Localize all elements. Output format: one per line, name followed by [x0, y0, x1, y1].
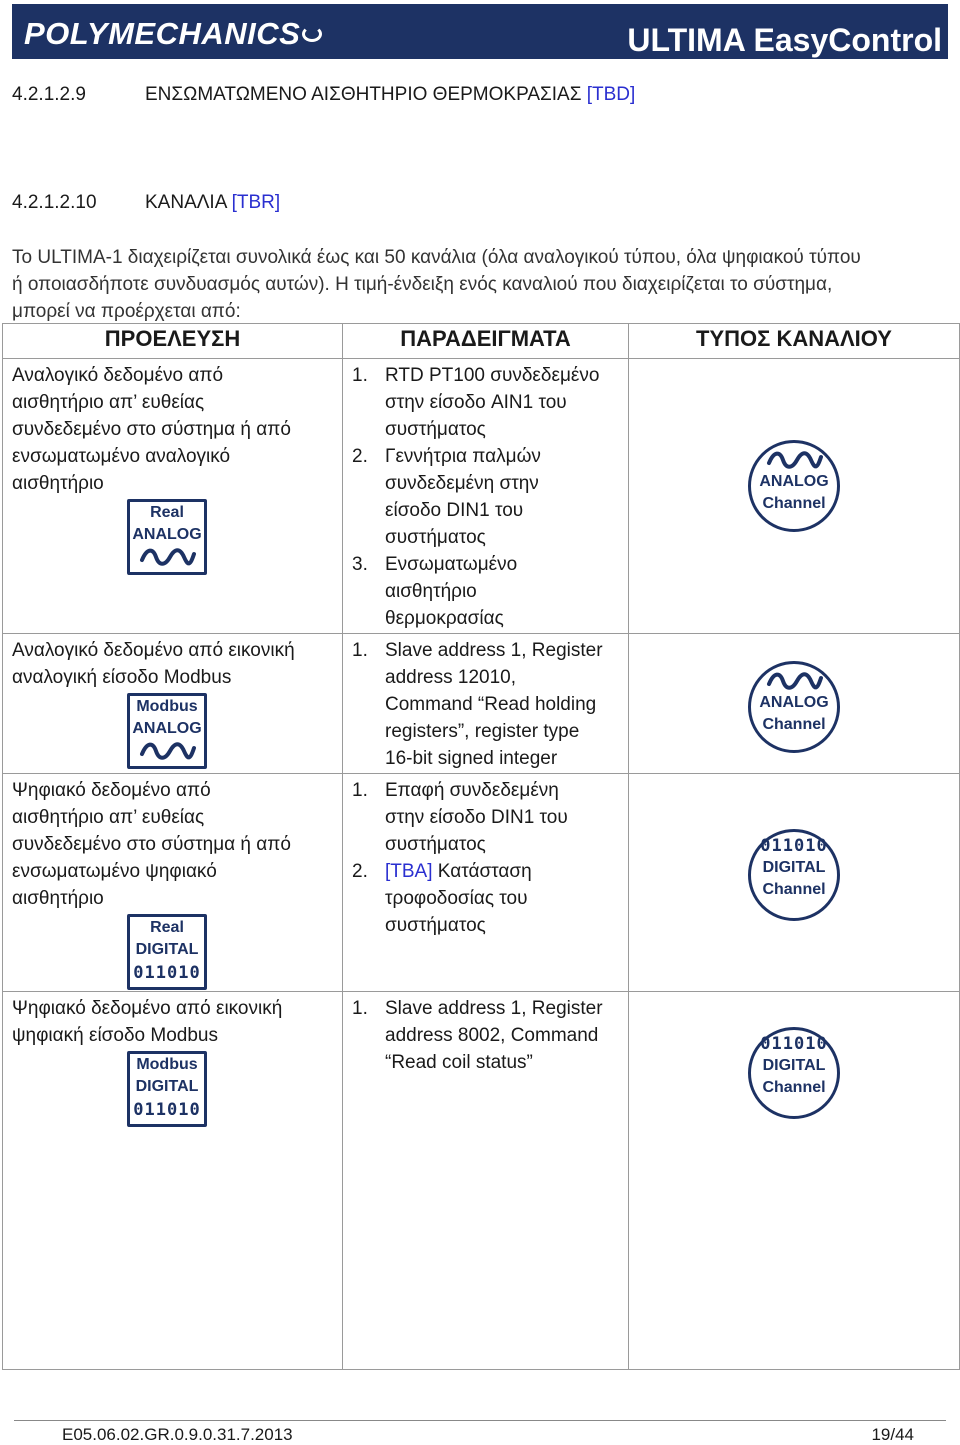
channel-type-cell	[629, 774, 960, 992]
section-heading-sensor: 4.2.1.2.9 ΕΝΣΩΜΑΤΩΜΕΝΟ ΑΙΣΘΗΤΗΡΙΟ ΘΕΡΜΟΚΡΑΣΙΑΣ [TBD]	[12, 84, 636, 105]
examples-cell	[343, 359, 629, 634]
list-item: 1. Επαφή συνδεδεμένη στην είσοδο DIN1 του συστήματος	[352, 780, 568, 855]
section-heading-channels: 4.2.1.2.10 ΚΑΝΑΛΙΑ [TBR]	[12, 192, 281, 213]
source-cell: Αναλογικό δεδομένο από αισθητήριο απ’ ευθείας συνδεδεμένο στο σύστημα ή από ενσωματωμένο αναλογικό αισθητήριο Real ANALOG	[3, 359, 343, 634]
page-number: 19/44	[871, 1425, 914, 1444]
status-tag: [TBA]	[385, 861, 433, 882]
list-item: 1. Slave address 1, Register address 12010, Command “Read holding registers”, register type 16-bit signed integer	[352, 640, 603, 769]
table-row	[3, 992, 960, 1370]
list-item: 2. [TBA] Κατάσταση τροφοδοσίας του συστήματος	[352, 861, 532, 936]
channel-type-cell	[629, 359, 960, 634]
status-tag: [TBD]	[586, 84, 636, 105]
analog-channel-icon: ANALOG Channel	[748, 661, 840, 753]
channel-type-cell	[629, 992, 960, 1370]
analog-wave-icon	[765, 449, 823, 471]
list-item: 2. Γεννήτρια παλμών συνδεδεμένη στην είσοδο DIN1 του συστήματος	[352, 446, 541, 548]
analog-wave-icon	[138, 546, 196, 568]
real-analog-icon: Real ANALOG	[127, 499, 207, 575]
header-banner	[12, 4, 948, 59]
intro-paragraph: Το ULTIMA-1 διαχειρίζεται συνολικά έως και 50 κανάλια (όλα αναλογικού τύπου, όλα ψηφιακού τύπου ή οποιασδήποτε συνδυασμός αυτών). Η τιμή-ένδειξη ενός καναλιού που διαχειρίζεται το σύστημα, μπορεί να προέρχεται από:	[12, 247, 861, 322]
digital-bits-icon: 011010	[760, 836, 828, 856]
table-row	[3, 359, 960, 634]
document-code: E05.06.02.GR.0.9.0.31.7.2013	[62, 1425, 293, 1444]
table-row	[3, 634, 960, 774]
company-logo: POLYMECHANICS	[24, 16, 322, 52]
digital-channel-icon: 011010 DIGITAL Channel	[748, 1027, 840, 1119]
analog-wave-icon	[138, 740, 196, 762]
page-footer	[14, 1420, 946, 1444]
examples-cell	[343, 634, 629, 774]
column-header-examples: ΠΑΡΑΔΕΙΓΜΑΤΑ	[343, 324, 629, 359]
list-item: 1. Slave address 1, Register address 8002, Command “Read coil status”	[352, 998, 603, 1073]
status-tag: [TBR]	[231, 192, 281, 213]
source-cell: Ψηφιακό δεδομένο από αισθητήριο απ’ ευθείας συνδεδεμένο στο σύστημα ή από ενσωματωμένο ψηφιακό αισθητήριο Real DIGITAL 011010	[3, 774, 343, 992]
modbus-digital-icon: Modbus DIGITAL 011010	[127, 1051, 207, 1127]
examples-cell	[343, 992, 629, 1370]
modbus-analog-icon: Modbus ANALOG	[127, 693, 207, 769]
digital-bits-icon: 011010	[133, 963, 201, 983]
real-digital-icon: Real DIGITAL 011010	[127, 914, 207, 990]
source-cell: Ψηφιακό δεδομένο από εικονική ψηφιακή είσοδο Modbus Modbus DIGITAL 011010	[3, 992, 343, 1370]
analog-wave-icon	[765, 670, 823, 692]
examples-cell	[343, 774, 629, 992]
table-header-row	[3, 324, 960, 359]
logo-swoosh-icon	[302, 26, 322, 42]
list-item: 1. RTD PT100 συνδεδεμένο στην είσοδο AIN1 του συστήματος	[352, 365, 600, 440]
column-header-source: ΠΡΟΕΛΕΥΣΗ	[3, 324, 343, 359]
table-row	[3, 774, 960, 992]
digital-channel-icon: 011010 DIGITAL Channel	[748, 829, 840, 921]
list-item: 3. Ενσωματωμένο αισθητήριο θερμοκρασίας	[352, 554, 518, 629]
analog-channel-icon: ANALOG Channel	[748, 440, 840, 532]
product-name: ULTIMA EasyControl	[627, 22, 942, 58]
channels-table	[2, 323, 960, 1370]
channel-type-cell	[629, 634, 960, 774]
column-header-channel-type: ΤΥΠΟΣ ΚΑΝΑΛΙΟΥ	[629, 324, 960, 359]
digital-bits-icon: 011010	[760, 1034, 828, 1054]
source-cell: Αναλογικό δεδομένο από εικονική αναλογική είσοδο Modbus Modbus ANALOG	[3, 634, 343, 774]
digital-bits-icon: 011010	[133, 1100, 201, 1120]
